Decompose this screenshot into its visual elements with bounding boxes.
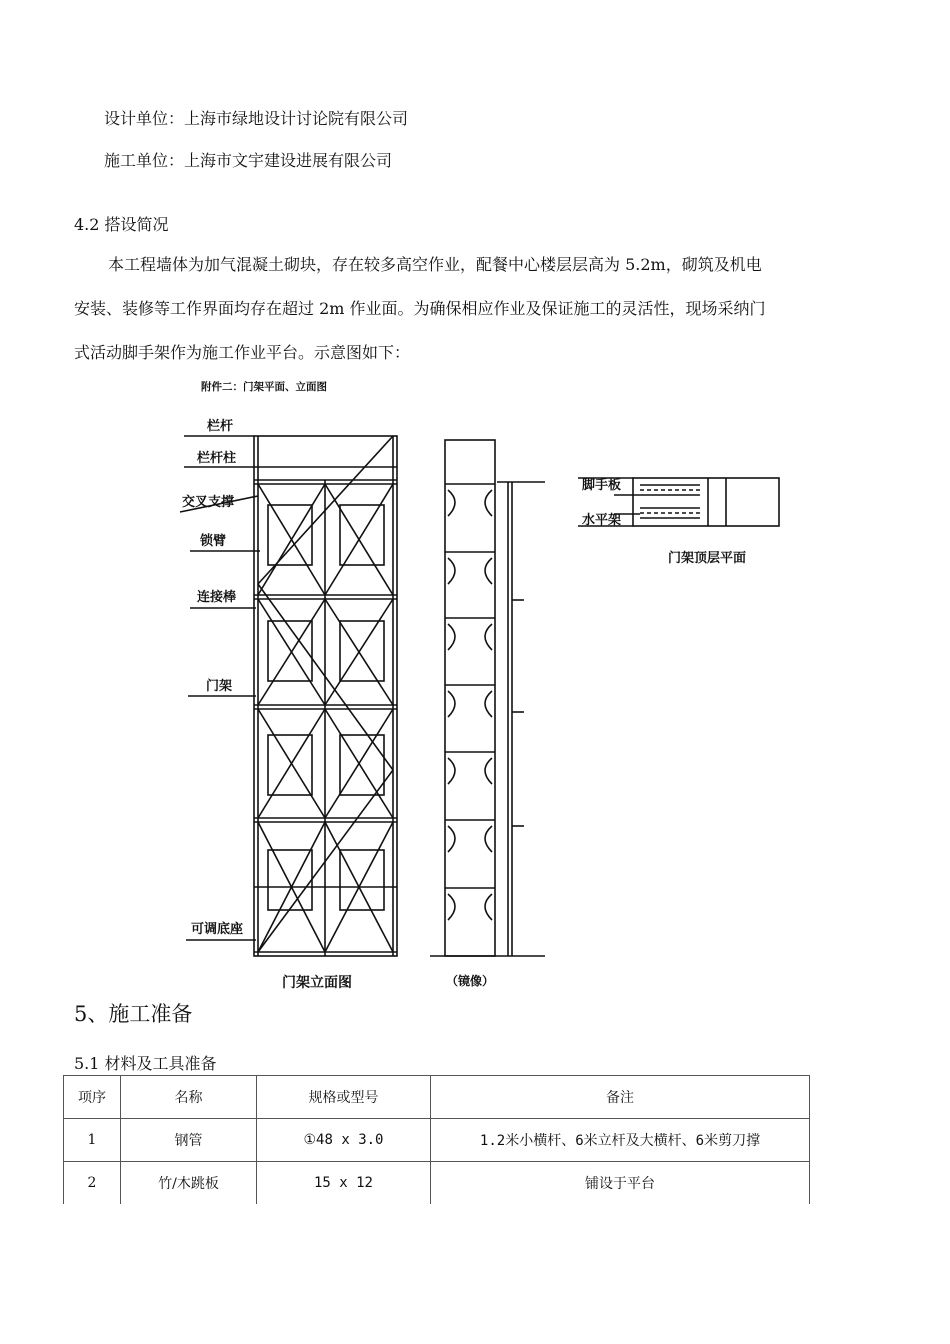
section-4-2-title: 4.2 搭设简况 bbox=[74, 215, 169, 234]
header-cell-spec: 规格或型号 bbox=[257, 1076, 431, 1119]
caption-top-plan: 门架顶层平面 bbox=[668, 551, 747, 566]
label-cross-brace: 交叉支撑 bbox=[182, 495, 235, 510]
paragraph-line-3: 式活动脚手架作为施工作业平台。示意图如下： bbox=[74, 343, 411, 362]
design-unit-line: 设计单位：上海市绿地设计讨论院有限公司 bbox=[104, 109, 409, 128]
label-lock-arm: 锁臂 bbox=[200, 534, 227, 549]
section-5-1-title: 5.1 材料及工具准备 bbox=[74, 1054, 217, 1073]
label-railing-post: 栏杆柱 bbox=[197, 451, 237, 466]
table-row bbox=[64, 1162, 810, 1205]
cell-name: 钢管 bbox=[121, 1119, 257, 1162]
table-row bbox=[64, 1119, 810, 1162]
figure-caption-top: 附件二：门架平面、立面图 bbox=[201, 381, 327, 393]
caption-elevation: 门架立面图 bbox=[282, 975, 352, 991]
label-connector-rod: 连接棒 bbox=[197, 590, 237, 605]
label-scaffold-board: 脚手板 bbox=[582, 478, 622, 493]
cell-spec: ①48 x 3.0 bbox=[257, 1119, 431, 1162]
header-cell-note: 备注 bbox=[431, 1076, 810, 1119]
cell-index: 2 bbox=[64, 1162, 121, 1205]
header-cell-name: 名称 bbox=[121, 1076, 257, 1119]
materials-table bbox=[63, 1075, 810, 1204]
cell-index: 1 bbox=[64, 1119, 121, 1162]
header-cell-index: 项序 bbox=[64, 1076, 121, 1119]
cell-name: 竹/木跳板 bbox=[121, 1162, 257, 1205]
label-door-frame: 门架 bbox=[206, 679, 233, 694]
cell-note: 铺设于平台 bbox=[431, 1162, 810, 1205]
cell-note: 1.2米小横杆、6米立杆及大横杆、6米剪刀撑 bbox=[431, 1119, 810, 1162]
label-adjustable-base: 可调底座 bbox=[191, 922, 244, 937]
construction-unit-line: 施工单位：上海市文宇建设进展有限公司 bbox=[104, 151, 393, 170]
table-header-row bbox=[64, 1076, 810, 1119]
caption-mirror: （镜像） bbox=[446, 974, 495, 988]
paragraph-line-2: 安装、装修等工作界面均存在超过 2m 作业面。为确保相应作业及保证施工的灵活性，现场采纳门 bbox=[74, 299, 766, 318]
label-horizontal-frame: 水平架 bbox=[582, 513, 622, 528]
paragraph-line-1: 本工程墙体为加气混凝土砌块，存在较多高空作业，配餐中心楼层层高为 5.2m，砌筑及机电 bbox=[108, 255, 762, 274]
section-5-title: 5、施工准备 bbox=[74, 1002, 193, 1026]
cell-spec: 15 x 12 bbox=[257, 1162, 431, 1205]
section-4-2-paragraph bbox=[74, 243, 888, 375]
label-railing: 栏杆 bbox=[207, 419, 234, 434]
